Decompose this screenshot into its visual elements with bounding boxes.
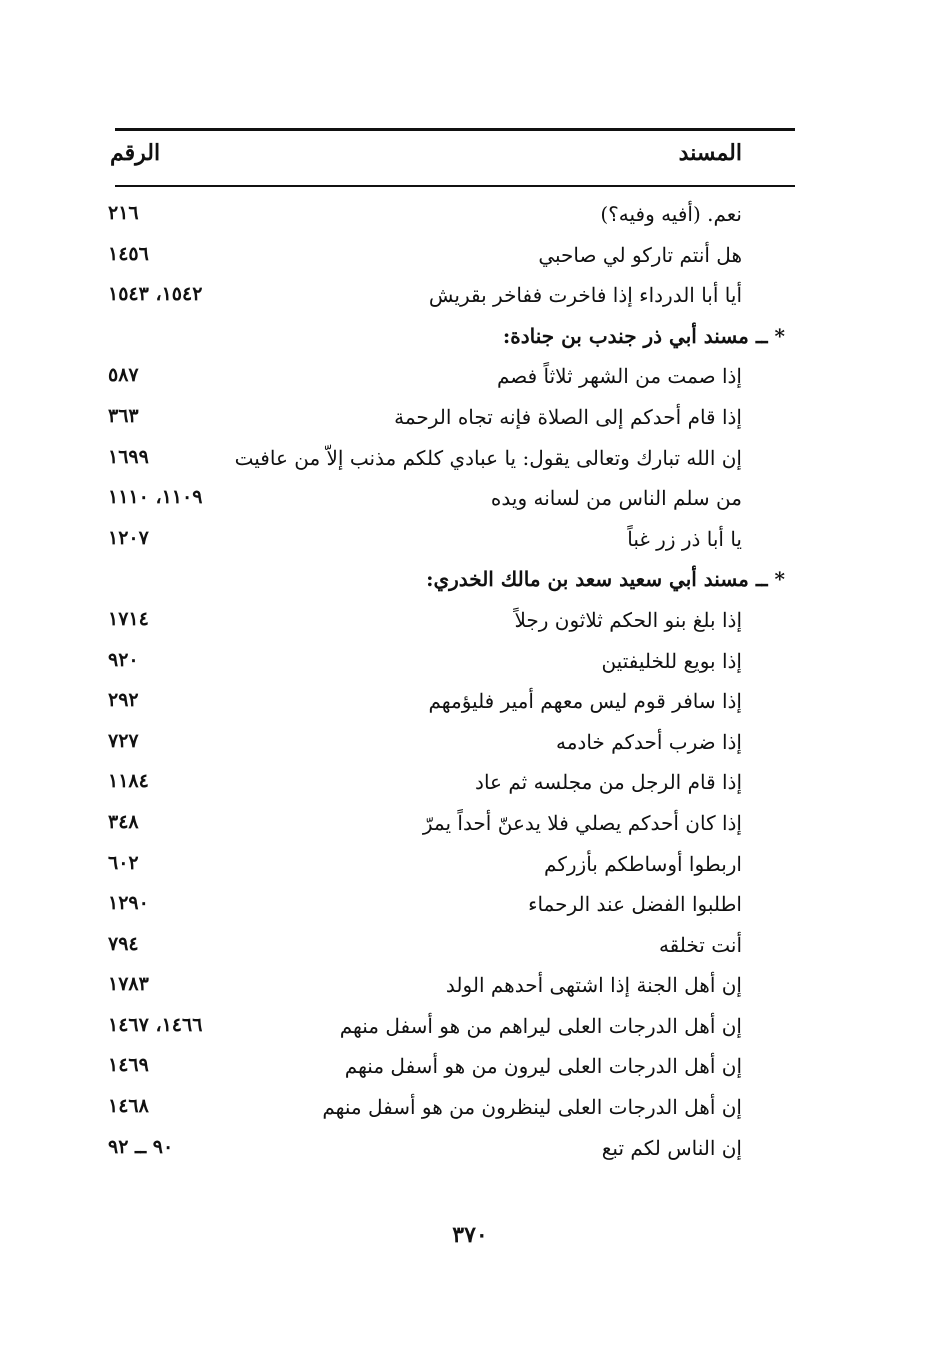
hadith-number: ٢١٦	[108, 202, 139, 224]
hadith-number: ١٤٥٦	[108, 242, 149, 265]
index-row	[0, 969, 940, 1010]
number-column-header: الرقم	[110, 140, 161, 166]
index-row	[0, 848, 940, 889]
index-row	[0, 239, 940, 280]
hadith-text: إذا ضرب أحدكم خادمه	[556, 729, 742, 754]
hadith-text: إن الله تبارك وتعالى يقول: يا عبادي كلكم مذنب إلاّ من عافيت	[234, 445, 742, 470]
index-row	[0, 888, 940, 929]
musnad-column-header: المسند	[678, 140, 742, 166]
index-row	[0, 766, 940, 807]
hadith-text: يا أبا ذر زر غباً	[627, 526, 742, 551]
hadith-number: ١٤٦٩	[108, 1054, 149, 1077]
index-row	[0, 1091, 940, 1132]
hadith-number: ١٥٤٢، ١٥٤٣	[108, 283, 203, 306]
hadith-number: ٧٩٤	[108, 932, 139, 955]
hadith-number: ١٧٨٣	[108, 973, 149, 996]
hadith-number: ٢٩٢	[108, 689, 139, 712]
section-title: * ــ مسند أبي سعيد سعد بن مالك الخدري:	[426, 567, 785, 592]
index-row	[0, 482, 940, 523]
hadith-number: ١٦٩٩	[108, 445, 149, 468]
index-row	[0, 523, 940, 564]
index-row	[0, 1050, 940, 1091]
index-row	[0, 604, 940, 645]
hadith-number: ١٤٦٨	[108, 1095, 149, 1118]
hadith-text: اربطوا أوساطكم بأزركم	[544, 851, 742, 876]
hadith-number: ٦٠٢	[108, 851, 139, 874]
hadith-text: إن أهل الجنة إذا اشتهى أحدهم الولد	[445, 973, 742, 998]
hadith-text: إن الناس لكم تبع	[601, 1135, 742, 1160]
index-row	[0, 807, 940, 848]
hadith-number: ١٢٠٧	[108, 526, 149, 549]
hadith-number: ٣٤٨	[108, 810, 139, 833]
hadith-text: من سلم الناس من لسانه ويده	[490, 486, 742, 511]
header-top-rule	[115, 128, 795, 131]
hadith-text: إذا بويع للخليفتين	[601, 648, 742, 673]
hadith-number: ٣٦٣	[108, 404, 139, 427]
index-row	[0, 442, 940, 483]
index-row	[0, 279, 940, 320]
section-heading	[0, 563, 940, 604]
hadith-text: اطلبوا الفضل عند الرحماء	[528, 892, 742, 917]
index-row	[0, 645, 940, 686]
index-row	[0, 929, 940, 970]
hadith-text: إذا كان أحدكم يصلي فلا يدعنّ أحداً يمرّ	[422, 810, 742, 835]
hadith-text: هل أنتم تاركو لي صاحبي	[538, 242, 742, 267]
section-title: * ــ مسند أبي ذر جندب بن جنادة:	[502, 323, 785, 348]
index-row	[0, 360, 940, 401]
index-row	[0, 726, 940, 767]
hadith-number: ١١٠٩، ١١١٠	[108, 486, 203, 509]
hadith-text: إذا سافر قوم ليس معهم أمير فليؤمهم	[428, 689, 742, 714]
hadith-number: ٥٨٧	[108, 364, 139, 387]
hadith-text: أيا أبا الدرداء إذا فاخرت ففاخر بقريش	[428, 283, 742, 308]
hadith-number: ١١٨٤	[108, 770, 149, 793]
index-row	[0, 401, 940, 442]
hadith-number: ٩٠ ــ ٩٢	[108, 1135, 174, 1158]
hadith-text: نعم. (أفيه وفيه؟)	[600, 202, 742, 226]
hadith-text: إن أهل الدرجات العلى لينظرون من هو أسفل منهم	[322, 1095, 742, 1120]
hadith-text: إذا بلغ بنو الحكم ثلاثون رجلاً	[514, 607, 742, 632]
hadith-number: ٩٢٠	[108, 648, 139, 671]
index-row	[0, 1010, 940, 1051]
hadith-text: إذا قام أحدكم إلى الصلاة فإنه تجاه الرحمة	[394, 404, 742, 429]
hadith-text: إن أهل الدرجات العلى ليراهم من هو أسفل منهم	[339, 1013, 742, 1038]
index-row	[0, 198, 940, 239]
hadith-text: إذا قام الرجل من مجلسه ثم عاد	[475, 770, 742, 795]
hadith-text: إذا صمت من الشهر ثلاثاً فصم	[496, 364, 742, 389]
index-list	[0, 198, 940, 1172]
header-bottom-rule	[115, 185, 795, 187]
hadith-number: ١٧١٤	[108, 607, 149, 630]
index-row	[0, 1132, 940, 1173]
hadith-number: ٧٢٧	[108, 729, 139, 752]
hadith-number: ١٢٩٠	[108, 892, 149, 915]
hadith-number: ١٤٦٦، ١٤٦٧	[108, 1013, 203, 1036]
section-heading	[0, 320, 940, 361]
page-number: ٣٧٠	[452, 1222, 488, 1248]
hadith-text: أنت تخلقه	[658, 932, 742, 957]
hadith-text: إن أهل الدرجات العلى ليرون من هو أسفل منهم	[344, 1054, 742, 1079]
index-row	[0, 685, 940, 726]
